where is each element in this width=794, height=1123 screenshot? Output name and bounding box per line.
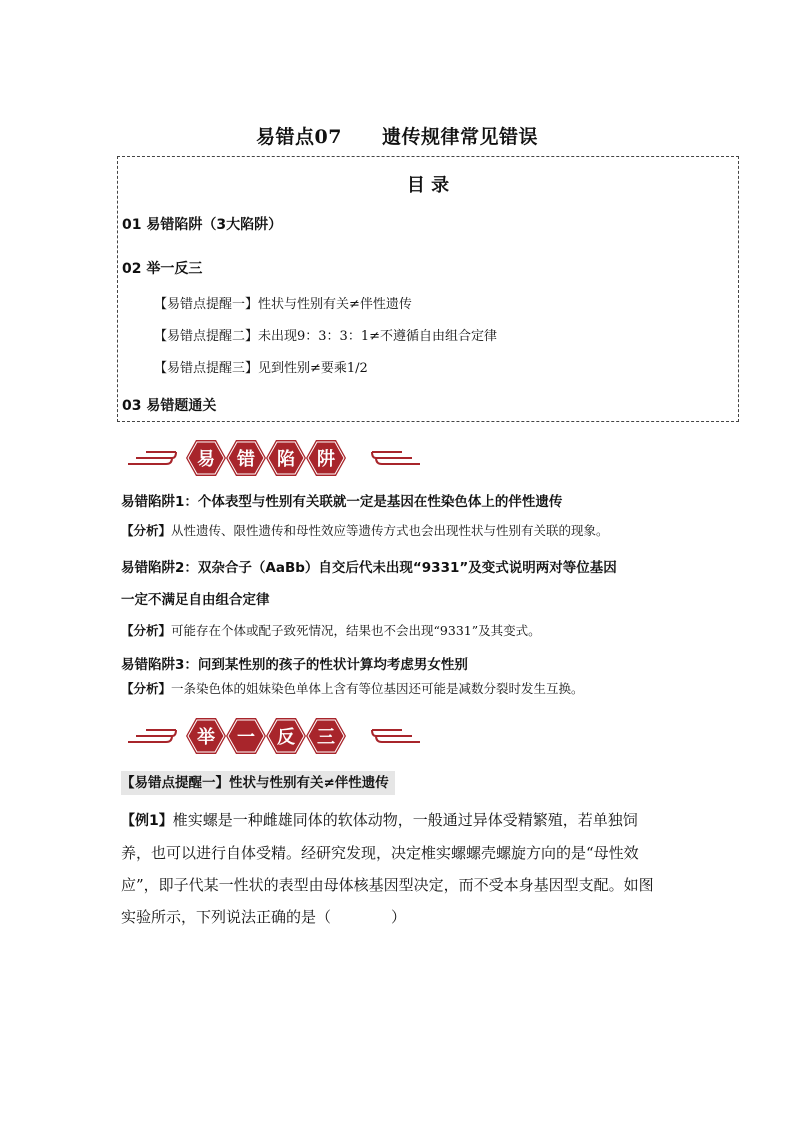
table-of-contents [117,156,739,422]
banner-char: 错 [237,449,255,470]
analysis-text: 从性遗传、限性遗传和母性效应等遗传方式也会出现性状与性别有关联的现象。 [171,523,609,538]
banner-char: 陷 [277,449,295,470]
toc-section-traps: 01 易错陷阱（3大陷阱） [122,217,283,233]
analysis-text: 可能存在个体或配子致死情况，结果也不会出现“9331”及其变式。 [171,623,541,638]
title-code: 易错点07 [256,126,342,148]
trap-2-title-line-1: 易错陷阱2：双杂合子（AaBb）自交后代未出现“9331”及变式说明两对等位基因 [121,560,617,576]
example-label: 【例1】 [121,813,173,829]
banner-char: 反 [277,727,295,748]
trap-2-title-line-2: 一定不满足自由组合定律 [121,592,270,608]
page-title [0,122,794,149]
example-1-line-1 [121,809,638,830]
title-topic: 遗传规律常见错误 [381,126,538,148]
analysis-label: 【分析】 [121,523,172,538]
trap-1-title: 易错陷阱1：个体表型与性别有关联就一定是基因在性染色体上的伴性遗传 [121,494,563,510]
example-text: 椎实螺是一种雌雄同体的软体动物，一般通过异体受精繁殖，若单独饲 [172,811,638,829]
toc-item-reminder-1: 【易错点提醒一】性状与性别有关≠伴性遗传 [154,297,412,312]
trap-2-analysis [121,621,541,639]
left-ornament-icon [128,730,176,742]
analysis-label: 【分析】 [121,681,172,696]
toc-section-examples: 02 举一反三 [122,261,203,277]
traps-section-banner [126,436,422,480]
banner-char: 易 [197,449,215,470]
left-ornament-icon [128,452,176,464]
trap-3-title: 易错陷阱3：问到某性别的孩子的性状计算均考虑男女性别 [121,657,468,673]
banner-char: 举 [197,727,215,748]
toc-item-reminder-3: 【易错点提醒三】见到性别≠要乘1/2 [154,361,368,376]
toc-item-reminder-2: 【易错点提醒二】未出现9：3：3：1≠不遵循自由组合定律 [154,329,497,344]
toc-heading: 目 录 [406,175,450,196]
right-ornament-icon [372,452,420,464]
reminder-1-heading: 【易错点提醒一】性状与性别有关≠伴性遗传 [121,771,395,795]
banner-char: 一 [237,727,255,748]
example-1-line-3: 应”，即子代某一性状的表型由母体核基因型决定，而不受本身基因型支配。如图 [121,876,654,894]
banner-char: 三 [317,727,335,748]
trap-3-analysis [121,679,584,697]
right-ornament-icon [372,730,420,742]
trap-1-analysis [121,521,609,539]
banner-char: 阱 [317,449,335,470]
toc-section-quiz: 03 易错题通关 [122,398,217,414]
analysis-label: 【分析】 [121,623,172,638]
examples-section-banner [126,714,422,758]
analysis-text: 一条染色体的姐妹染色单体上含有等位基因还可能是减数分裂时发生互换。 [171,681,584,696]
example-1-line-4: 实验所示，下列说法正确的是（ ） [121,908,407,926]
example-1-line-2: 养，也可以进行自体受精。经研究发现，决定椎实螺螺壳螺旋方向的是“母性效 [121,844,639,862]
